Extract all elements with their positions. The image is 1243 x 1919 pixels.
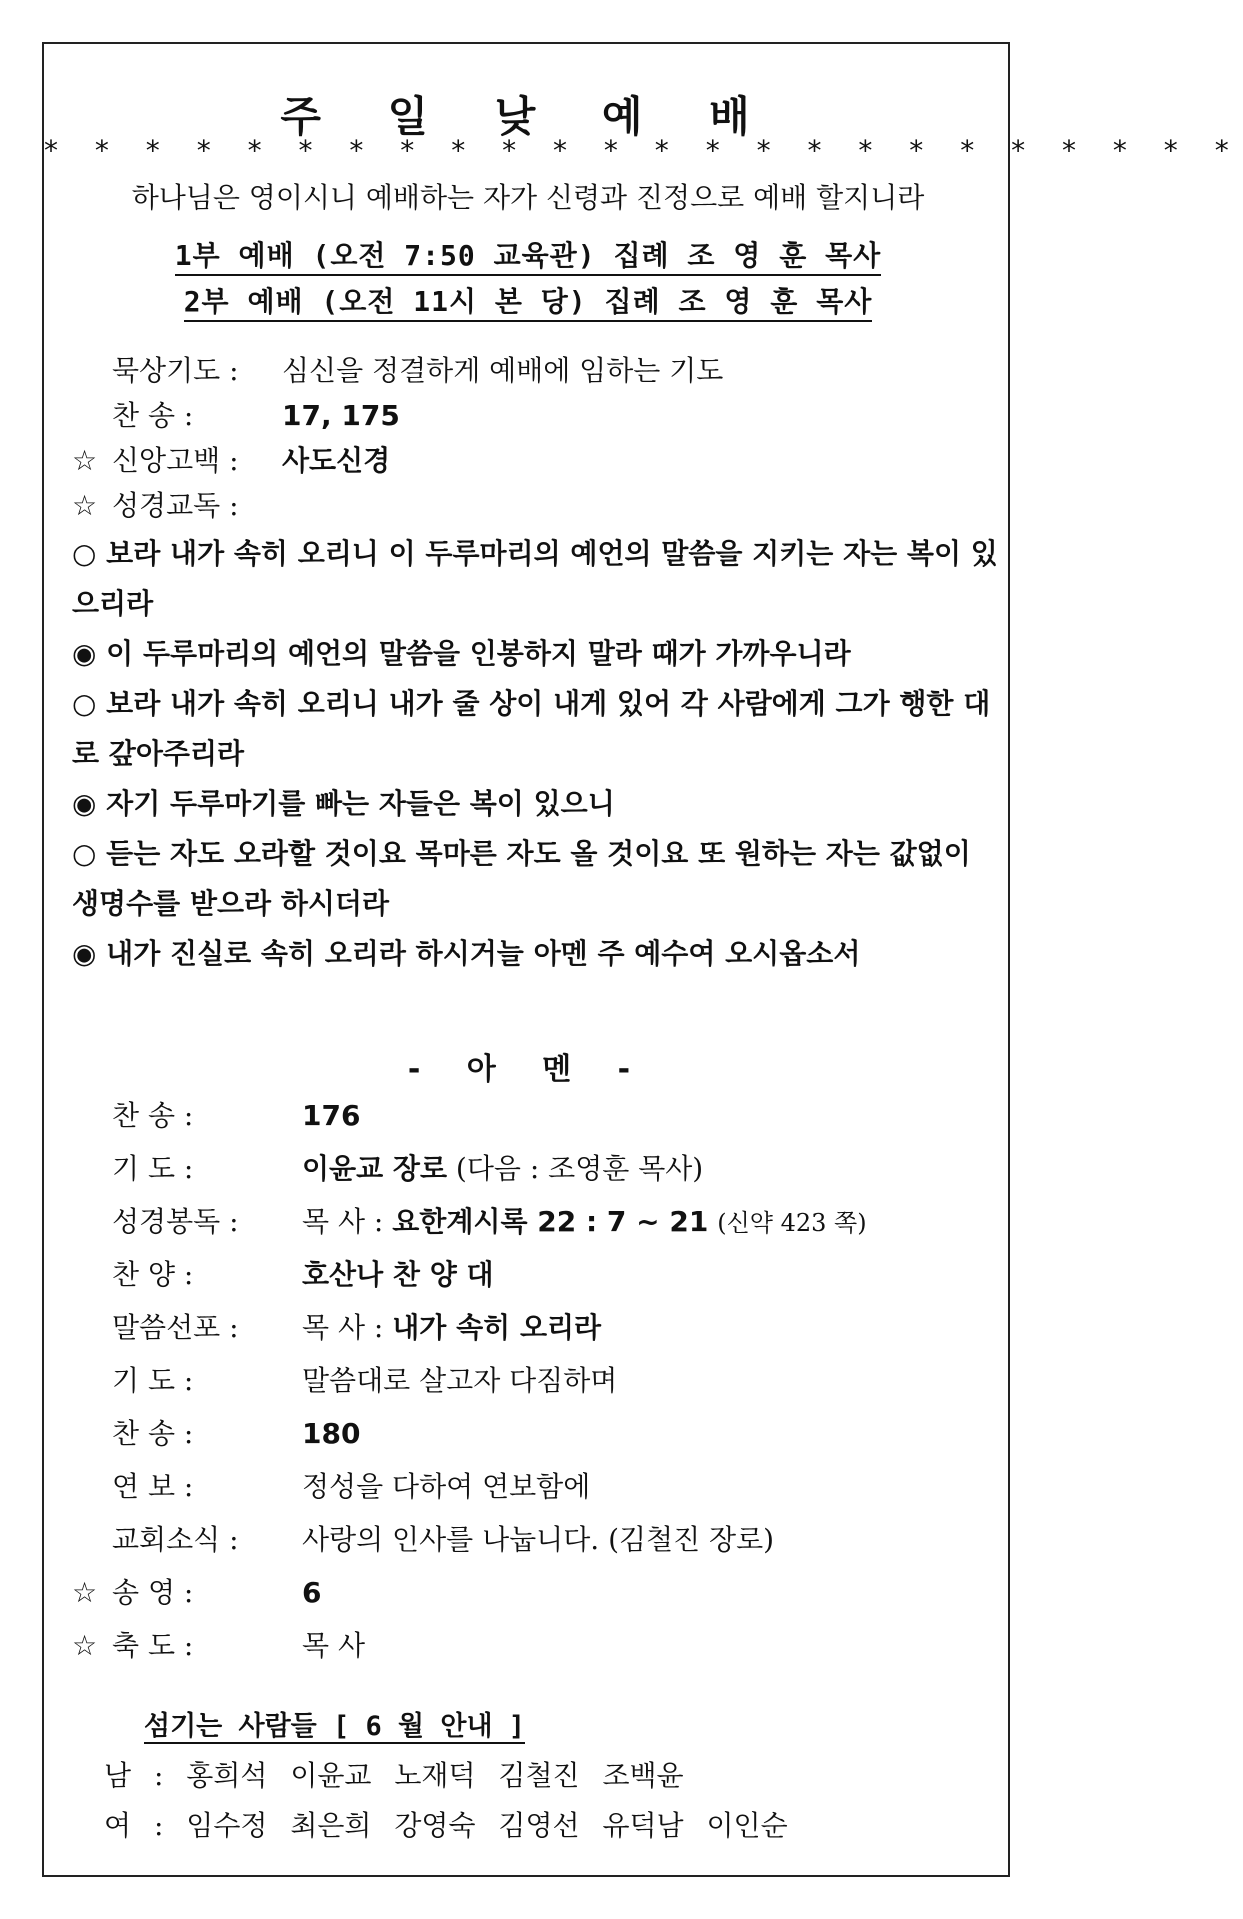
order-item-closing-prayer: 기 도 : 말씀대로 살고자 다짐하며 [112,1364,618,1397]
reading-line: ○ 듣는 자도 오라할 것이요 목마른 자도 올 것이요 또 원하는 자는 값없이 생명수를 받으라 하시더라 [72,837,971,920]
service-1-line: 1부 예배 (오전 7:50 교육관) 집례 조 영 훈 목사 [44,234,1012,274]
page-title: 주 일 낮 예 배 [280,92,776,141]
order-item-meditation: 묵상기도 : 심신을 정결하게 예배에 임하는 기도 [112,354,724,387]
reading-line: ◉ 이 두루마리의 예언의 말씀을 인봉하지 말라 때가 가까우니라 [72,637,851,670]
responsive-reading [72,529,1002,979]
order-item-benediction: ☆ 축 도 : 목 사 [72,1629,365,1662]
order-item-choir: 찬 양 : 호산나 찬 양 대 [112,1258,494,1291]
bulletin-frame [42,42,1243,1877]
order-item-doxology: ☆ 송 영 : 6 [72,1576,322,1609]
order-item-news: 교회소식 : 사랑의 인사를 나눕니다. (김철진 장로) [112,1523,775,1556]
order-item-sermon: 말씀선포 : 목 사 : 내가 속히 오리라 [112,1311,602,1344]
star-divider: * * * * * * * * * * * * * * * * * * * * * * * * [44,134,1243,167]
order-item-offering: 연 보 : 정성을 다하여 연보함에 [112,1470,591,1503]
helpers-women: 여 : 임수정 최은희 강영숙 김영선 유덕남 이인순 [104,1809,788,1842]
service-2-line: 2부 예배 (오전 11시 본 당) 집례 조 영 훈 목사 [44,280,1012,320]
order-item-hymn-3: 찬 송 : 180 [112,1417,361,1450]
order-item-creed: ☆ 신앙고백 : 사도신경 [72,444,391,477]
reading-line: ○ 보라 내가 속히 오리니 내가 줄 상이 내게 있어 각 사람에게 그가 행한 대로 갚아주리라 [72,687,991,770]
order-item-hymn-1: 찬 송 : 17, 175 [112,399,400,432]
scripture-verse: 하나님은 영이시니 예배하는 자가 신령과 진정으로 예배 할지니라 [131,181,925,214]
reading-line: ◉ 내가 진실로 속히 오리라 하시거늘 아멘 주 예수여 오시옵소서 [72,937,861,970]
helpers-heading: 섬기는 사람들 [ 6 월 안내 ] [144,1711,526,1742]
amen-line: - 아 멘 - [407,1052,649,1087]
order-item-scripture: 성경봉독 : 목 사 : 요한계시록 22 : 7 ~ 21 (신약 423 쪽) [112,1205,867,1238]
reading-line: ◉ 자기 두루마기를 빠는 자들은 복이 있으니 [72,787,615,820]
order-item-hymn-2: 찬 송 : 176 [112,1099,361,1132]
order-item-responsive-reading: ☆ 성경교독 : [72,489,239,522]
helpers-men: 남 : 홍희석 이윤교 노재덕 김철진 조백윤 [104,1759,684,1792]
reading-line: ○ 보라 내가 속히 오리니 이 두루마리의 예언의 말씀을 지키는 자는 복이 있으리라 [72,537,998,620]
order-item-prayer: 기 도 : 이윤교 장로 (다음 : 조영훈 목사) [112,1152,704,1185]
